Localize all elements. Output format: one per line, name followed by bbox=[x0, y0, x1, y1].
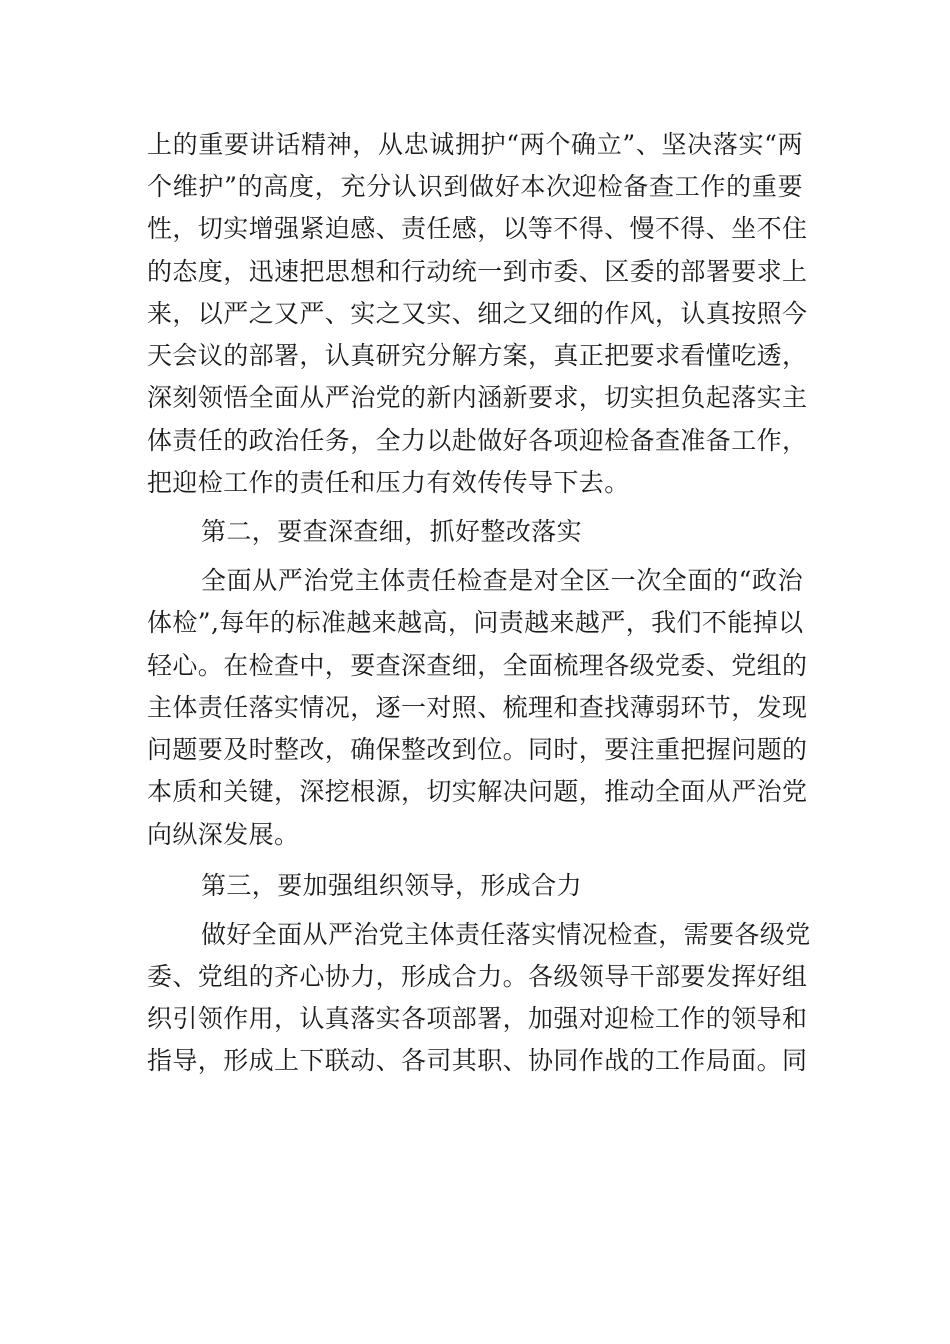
body-text-line: 全面从严治党主体责任检查是对全区一次全面的“政治 bbox=[201, 566, 803, 595]
body-text-line: 个维护”的高度，充分认识到做好本次迎检备查工作的重要 bbox=[147, 172, 803, 201]
body-text-line: 向纵深发展。 bbox=[147, 820, 300, 849]
body-text-line: 体检”,每年的标准越来越高，问责越来越严，我们不能掉以 bbox=[147, 608, 804, 637]
body-text-line: 天会议的部署，认真研究分解方案，真正把要求看懂吃透， bbox=[147, 341, 808, 370]
body-text-line: 轻心。在检查中，要查深查细，全面梳理各级党委、党组的 bbox=[147, 651, 808, 680]
body-text-line: 体责任的政治任务，全力以赴做好各项迎检备查准备工作， bbox=[147, 426, 808, 455]
body-text-line: 来，以严之又严、实之又实、细之又细的作风，认真按照今 bbox=[147, 299, 808, 328]
body-text-line: 问题要及时整改，确保整改到位。同时，要注重把握问题的 bbox=[147, 735, 808, 764]
body-text-line: 的态度，迅速把思想和行动统一到市委、区委的部署要求上 bbox=[147, 257, 808, 286]
section-heading: 第二，要查深查细，抓好整改落实 bbox=[201, 517, 583, 546]
body-text-line: 织引领作用，认真落实各项部署，加强对迎检工作的领导和 bbox=[147, 1004, 808, 1033]
body-text-line: 做好全面从严治党主体责任落实情况检查，需要各级党 bbox=[201, 920, 811, 949]
body-text-line: 深刻领悟全面从严治党的新内涵新要求，切实担负起落实主 bbox=[147, 383, 808, 412]
body-text-line: 把迎检工作的责任和压力有效传传导下去。 bbox=[147, 468, 630, 497]
body-text-line: 本质和关键，深挖根源，切实解决问题，推动全面从严治党 bbox=[147, 777, 808, 806]
body-text-line: 委、党组的齐心协力，形成合力。各级领导干部要发挥好组 bbox=[147, 962, 808, 991]
body-text-line: 指导，形成上下联动、各司其职、协同作战的工作局面。同 bbox=[147, 1046, 808, 1075]
section-heading: 第三，要加强组织领导，形成合力 bbox=[201, 871, 583, 900]
body-text-line: 上的重要讲话精神，从忠诚拥护“两个确立”、坚决落实“两 bbox=[147, 130, 803, 159]
body-text-line: 主体责任落实情况，逐一对照、梳理和查找薄弱环节，发现 bbox=[147, 693, 808, 722]
body-text-line: 性，切实增强紧迫感、责任感，以等不得、慢不得、坐不住 bbox=[147, 214, 808, 243]
